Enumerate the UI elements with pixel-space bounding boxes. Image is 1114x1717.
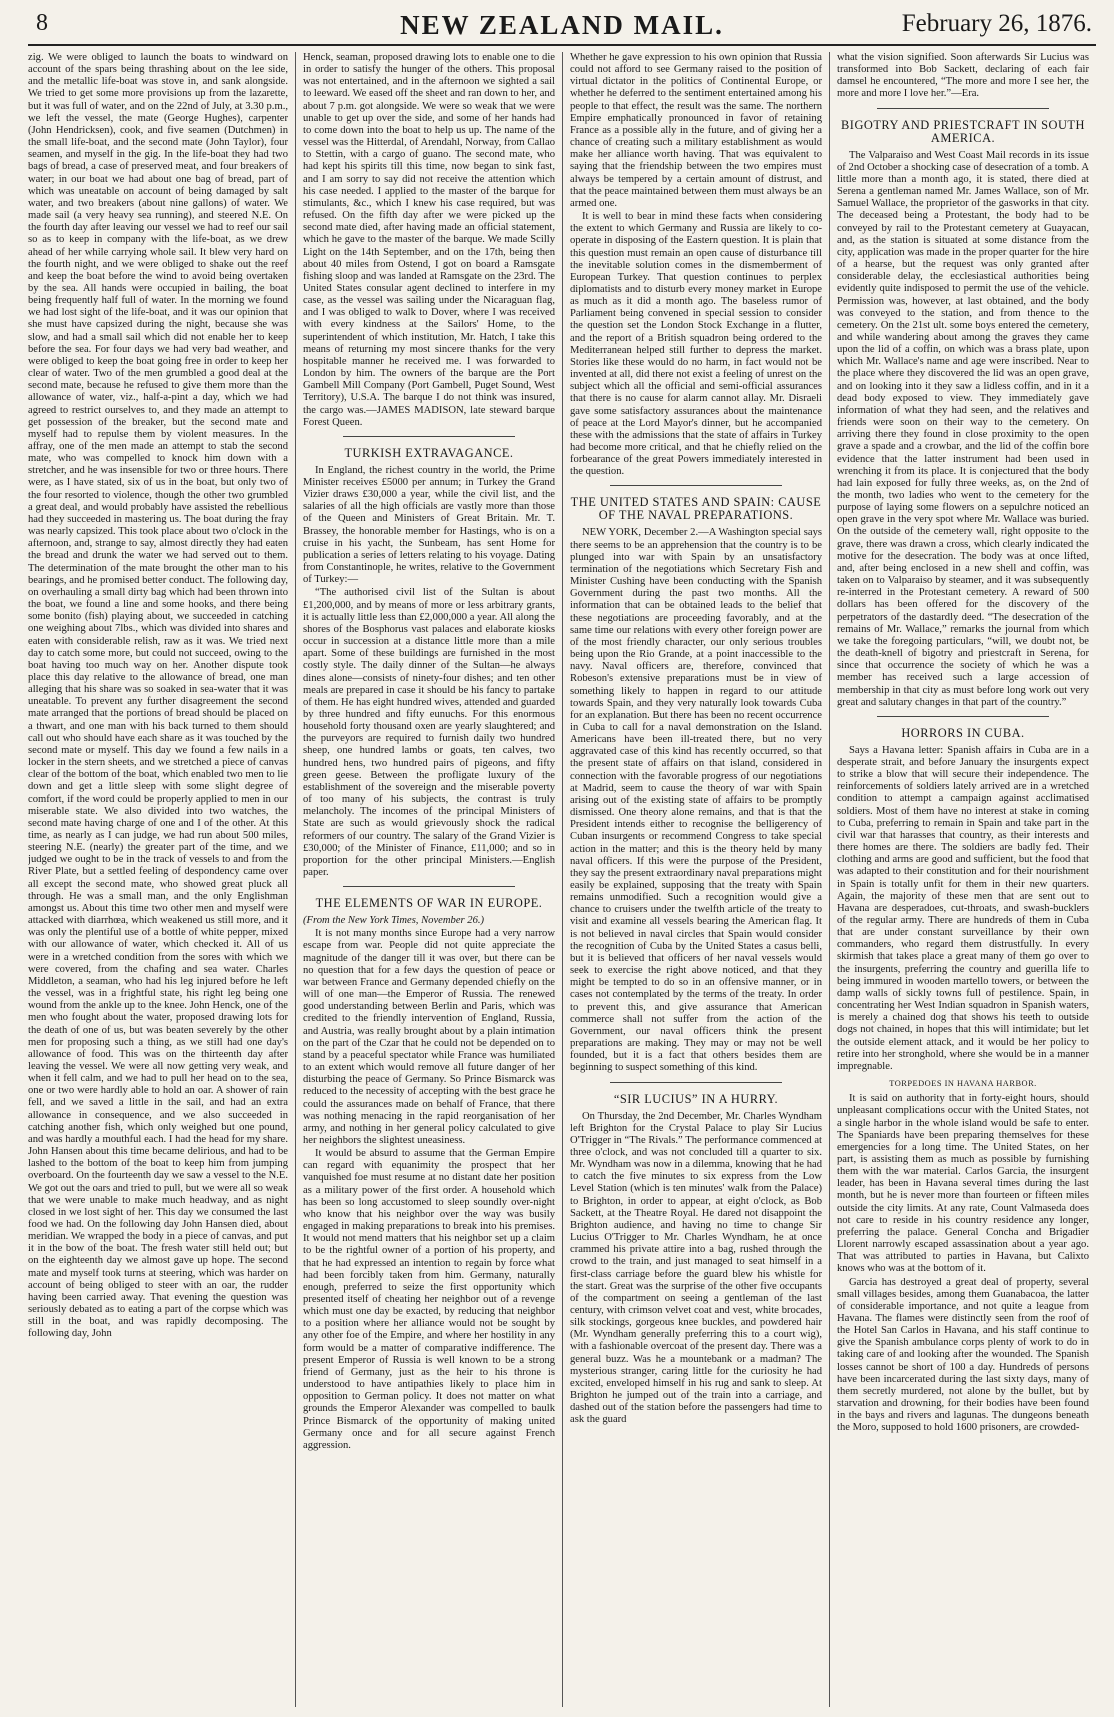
headline-horrors-in-cuba: HORRORS IN CUBA. xyxy=(901,725,1025,740)
bigotry-paragraph: The Valparaiso and West Coast Mail records in its issue of 2nd October a shocking case of desecration of a tomb. A little more than a month ago, it is stated, there died at Serena a gentleman named Mr. James Wallace, son of Mr. Samuel Wallace, the proprietor of the gasworks in that city. The deceased being a Protestant, the body had to be conveyed by rail to the Protestant cemetery at Guayacan, and, as the station is situated at some distance from the city, application was made in the proper quarter for the hire of a hearse, but the request was only granted after considerable delay, the ecclesiastical authorities being evidently quite indisposed to permit the use of the vehicle. Permission was, however, at last obtained, and the body was conveyed to the station, and from thence to the cemetery. On the 21st ult. some boys entered the cemetery, and while wandering about among the graves they came upon the lid of a coffin, on which was a brass plate, upon which Mr. Wallace's name and age were inscribed. Near to the place where they discovered the lid was an open grave, and on looking into it they saw a lidless coffin, and in it a dead body exposed to view. They immediately gave information of what they had seen, and the relatives and friends were soon on their way to the cemetery. On arriving there they found in close proximity to the open grave a spade and a crowbar, and the lid of the coffin bore evidence that the latter instrument had been used in wrenching it from its place. It is conjectured that the body had lain exposed for fully three weeks, as, on the 2nd of the month, two ladies who went to the cemetery for the purpose of laying some flowers on a sepulchre noticed an open grave in the very spot where Mr. Wallace was buried. On the outside of the cemetery wall, right opposite to the grave, there was drawn a cross, which clearly indicated the motive for the desecration. The body was at once lifted, and, after being enclosed in a new shell and coffin, was taken on to Valparaiso by steamer, and it was subsequently re-interred in the Protestant cemetery. A reward of 500 dollars has been offered for the discovery of the perpetrators of the dastardly deed. “The desecration of the remains of Mr. Wallace,” remarks the journal from which we take the foregoing particulars, “will, we doubt not, be the death-knell of bigotry and priestcraft in Serena, for since that occurrence the society of which he was a member has received such a large accession of membership in that city as must before long work out very great and salutary changes in that part of the country.” xyxy=(837,149,1089,708)
article-columns xyxy=(28,52,1096,1707)
torpedoes-paragraph: It is said on authority that in forty-eight hours, should unpleasant complications occur with the United States, not a single harbor in the whole island would be safe to enter. The Spaniards have been preparing themselves for these emergencies for a long time. The United States, on her part, is assisting them as much as possible by furnishing them with the war material. Carlos Garcia, the insurgent leader, has been in Havana several times during the last month, but he is never more than fourteen or fifteen miles outside the city limits. At any rate, Count Valmaseda does not care to reside in his country residence any longer, preferring the palace. General Concha and Brigadier Llorent narrowly escaped assassination about a year ago. That was attributed to parties in Havana, but Calixto knows who was at the bottom of it. xyxy=(837,1093,1089,1275)
column-3 xyxy=(562,52,829,1707)
masthead xyxy=(28,0,1096,46)
sir-lucius-conclusion: what the vision signified. Soon afterwards Sir Lucius was transformed into Bob Sackett, declaring of each fair damsel he encountered, “The more and more I see her, the more and more I love her.”—Era. xyxy=(837,52,1089,100)
paper-title: NEW ZEALAND MAIL. xyxy=(400,10,724,40)
section-divider xyxy=(343,886,515,887)
turkish-paragraph: In England, the richest country in the world, the Prime Minister receives £5000 per annum; in Turkey the Grand Vizier draws £30,000 a year, while the civil list, and the salaries of all the high officials are vastly more than those of the Queen and Ministers of Great Britain. Mr. T. Brassey, the honorable member for Hastings, who is on a cruise in his yacht, the Sunbeam, has sent Home for publication a series of letters relating to his voyage. Dating from Constantinople, he writes, relative to the Government of Turkey:— xyxy=(303,464,555,586)
section-divider xyxy=(610,1082,782,1083)
shipwreck-narrative-paragraph: zig. We were obliged to launch the boats to windward on account of the spars being thrashing about on the lee side, and the metallic life-boat was stove in, and sank alongside. We tried to get some more provisions up from the lazarette, but it was full of water, and on the 22nd of July, at 3.30 p.m., we left the vessel, the mate (George Hughes), carpenter (John Hendricksen), cook, and five seamen (Dutchmen) in the small life-boat, and the second mate (John Taylor), four seamen, and myself in the gig. In the life-boat they had two bags of bread, a case of preserved meat, and four breakers of water; in our boat we had about one bag of bread, part of which was uneatable on account of being damaged by salt water, and two breakers (about nine gallons) of water. We made sail (a very heavy sea running), and steered N.E. On the fourth day after leaving our vessel we had to reef our sail so as to keep in company with the life-boat, as we drew ahead of her while carrying whole sail. It blew very hard on the fourth night, and we were obliged to shake out the reef and keep the boat before the wind to avoid being overtaken by the sea. All hands were occupied in bailing, the boat being frequently half full of water. In the morning we found we had lost sight of the life-boat, and it was our opinion that she must have capsized during the night, because she was slow, and had a small sail which did not enable her to keep before the sea. For four days we had very bad weather, and were obliged to keep the boat going free in order to keep her clear of water. Two of the men grumbled a good deal at the second mate, because he refused to give them more than the allowance of water, viz., half-a-pint a day, which we had agreed to restrict ourselves to, and they made an attempt to get possession of the breaker, but the second mate and myself had to repulse them by violent measures. In the affray, one of the men made an attempt to stab the second mate, who was compelled to knock him down with a stretcher, and he was insensible for two or three hours. There were, as I have stated, six of us in the boat, but only two of the four resorted to violence, though the other two grumbled a great deal, and would probably have assisted the rebellious had they succeeded in mastering us. The boat during the fray was nearly capsized. This took place about two o'clock in the afternoon, and, strange to say, almost directly they had eaten the bread and drunk the water we had served out to them. The determination of the mate brought the other man to his bearings, and he promised better conduct. The following day, on overhauling a small dirty bag which had been thrown into the boat, we found a line and some hooks, and there being some bonito (fish) playing about, we succeeded in catching one weighing about 7lbs., which was divided into shares and eaten with considerable relish, raw as it was. We tried next day to catch some more, but could not succeed, owing to the boat having too much way on her. Another dispute took place this day relative to the allowance of bread, one man alleging that his share was so soaked in sea-water that it was uneatable. To prevent any further disagreement the second mate arranged that the portions of bread should be placed on a thwart, and one man with his back turned to them should call out who should have each share as it was touched by the second mate or myself. This day we found a few nails in a locker in the stern sheets, and we stretched a piece of canvas clear of the bottom of the boat, which enabled two men to lie down and get a little sleep with some slight degree of comfort, if the word could be properly applied to men in our miserable state. We also divided into two watches, the second mate having charge of one and I of the other. At this time, as nearly as I can judge, we had run about 500 miles, steering N.E. (nearly) the greater part of the time, and we judged we ought to be in the track of vessels to and from the River Plate, but a settled feeling of despondency came over all except the second mate, who showed great pluck all through. He was a small man, and the only Englishman amongst us. About this time two other men and myself were attacked with diarrhœa, which weakened us still more, and it was only the plentiful use of a bottle of white pepper, mixed with our allowance of water, which checked it. All of us were in a wretched condition from the sores with which we were covered, from the chafing and sea water. Charles Middleton, a seaman, who had his leg injured before he left the vessel, was in a frightful state, his right leg being one wound from the ankle up to the knee. John Henck, one of the men who fought about the water, proposed drawing lots for the death of one of us, but was beaten severely by the other men for proposing such a thing, as we still had one day's allowance of food. This was on the thirteenth day after leaving the vessel. We were all now getting very weak, and when it fell calm, and we had to pull her head on to the sea, one or two were hardly able to hold an oar. A shower of rain fell, and we saved a little in the sail, and had an extra allowance in consequence, and we also succeeded in catching another fish, which only weighed but one pound, and was hardly a mouthful each. I had the head for my share. John Hansen about this time became delirious, and had to be lashed to the bottom of the boat to keep him from jumping overboard. On the fourteenth day we saw a vessel to the N.E. We got out the oars and tried to pull, but we were all so weak that we were unable to make much headway, and as night closed in we lost sight of her. This day we consumed the last food we had. On the following day John Hansen died, about meridian. We wrapped the body in a piece of canvas, and put it in the bow of the boat. The fresh water still held out; but on the eighteenth day we almost gave up hope. The second mate and myself took turns at steering, which was harder on account of being obliged to steer with an oar, the rudder having been carried away. That evening the question was seriously debated as to eating a part of the corpse which was still in the boat, and was rapidly decomposing. The following day, John xyxy=(28,52,288,1340)
elements-paragraph: It is not many months since Europe had a very narrow escape from war. People did not quite appreciate the magnitude of the danger till it was over, but there can be no question that for a few days the question of peace or war between France and Germany depended chiefly on the will of one man—the Emperor of Russia. The renewed good understanding between Berlin and Paris, which was credited to the friendly intervention of England, Russia, and Austria, was really brought about by a plain intimation on the part of the Czar that he could not be depended on to stand by a peaceful spectator while France was humiliated to an extent which would remove all future danger of her disturbing the peace of Germany. So Prince Bismarck was reduced to the necessity of accepting with the best grace he could the assurances made on behalf of France, that there was nothing menacing in the rapid reorganisation of her army, and nothing in her general policy calculated to give her neighbors the slightest uneasiness. xyxy=(303,928,555,1146)
us-spain-paragraph: NEW YORK, December 2.—A Washington special says there seems to be an apprehension that the country is to be plunged into war with Spain by an unsatisfactory termination of the negotiations which Secretary Fish and Minister Cushing have been conducting with the Spanish Government during the past two months. All the information that can be obtained leads to the belief that these negotiations are proceeding favorably, and at the same time our relations with every other foreign power are of the most friendly character, our only serious troubles being upon the Rio Grande, at a point inaccessible to the navy. Naval officers are, therefore, convinced that Robeson's extensive preparations must be in view of something likely to happen in regard to our attitude towards Spain, and they very naturally look towards Cuba for an explanation. But there has been no recent occurrence in Cuba to call for a naval demonstration on the Island. Americans have been ill-treated there, but no very aggravated case of this kind has recently occurred, so that the present state of affairs on that island, considered in connection with the favorable progress of our negotiations at Madrid, seem to cause the theory of war with Spain arising out of the existing state of affairs to be promptly dismissed. One theory alone remains, and that is that the President intends either to recognise the belligerency of Cuban insurgents or recommend Congress to take special action in the matter; and this is the theory held by many naval officers. If this were the purpose of the President, they say the present extraordinary naval preparations might easily be explained, supposing that the treaty with Spain remains unmodified. Such a recognition would give a chance to cruisers under the twelfth article of the treaty to visit and examine all vessels bearing the American flag. It is not believed in naval circles that Spain would consider the recognition of Cuba by the United States a casus belli, but it is believed that officers of her naval vessels would seek to exercise the right above noticed, and that they might be tempted to do so in an offensive manner, or in cases not contemplated by the terms of the treaty. In order to prevent this, and give assurance that American commerce shall not suffer from the action of the Government, our naval officers think the present preparations are making. They may or may not be well founded, but it is a fact that others besides them are beginning to suspect something of this kind. xyxy=(570,527,822,1074)
section-divider xyxy=(610,485,782,486)
headline-us-and-spain: THE UNITED STATES AND SPAIN: CAUSE OF THE NAVAL PREPARATIONS. xyxy=(570,495,822,523)
sir-lucius-paragraph: On Thursday, the 2nd December, Mr. Charles Wyndham left Brighton for the Crystal Palace to play Sir Lucius O'Trigger in “The Rivals.” The performance commenced at three o'clock, and was not concluded till a quarter to six. Mr. Wyndham was now in a dilemma, knowing that he had to catch the five minutes to six express from the Low Level Station (which is ten minutes' walk from the Palace) to Brighton, in order to appear, at eight o'clock, as Bob Sackett, at the Theatre Royal. He dared not disappoint the Brighton audience, and having no time to change Sir Lucius O'Trigger to Mr. Charles Wyndham, he at once crammed his private attire into a bag, rushed through the crowd to the train, and just managed to seat himself in a first-class carriage before the guard blew his whistle for the start. Great was the surprise of the other five occupants of the compartment on seeing a gentleman of the last century, with crimson velvet coat and vest, white brocades, silk stockings, gorgeous knee buckles, and powdered hair (Mr. Wyndham generally preferring this to a court wig), with a fashionable overcoat of the present day. There was a general buzz. Was he a mountebank or a madman? The mysterious stranger, caring little for the curiosity he had excited, enveloped himself in his rug and sank to sleep. At Brighton he jumped out of the train into a carriage, and dashed out of the station before the passengers had time to ask the guard xyxy=(570,1110,822,1426)
column-1 xyxy=(28,52,295,1707)
section-divider xyxy=(877,716,1049,717)
shipwreck-narrative-conclusion: Henck, seaman, proposed drawing lots to enable one to die in order to satisfy the hunger of the others. This proposal was not entertained, and in the afternoon we sighted a sail to leeward. We eased off the sheet and ran down to her, and about 7 p.m. got alongside. We were so weak that we were unable to get up over the side, and some of her hands had to come down into the boat to help us up. The name of the vessel was the Hitterdal, of Arendahl, Norway, from Callao to Stettin, with a cargo of guano. The second mate, who had kept his spirits till this time, now began to sink fast, and I am sorry to say did not receive the attention which his case needed. I applied to the master of the barque for stimulants, &c., which I knew his case required, but was refused. On the fifth day after we were picked up the second mate died, after having made an official statement, which he gave to the master of the barque. We made Scilly Light on the 14th September, and on the 17th, being then about 40 miles from Ostend, I got on board a Ramsgate fishing sloop and was landed at Ramsgate on the 23rd. The United States consular agent declined to interfere in my case, as the vessel was sailing under the Nicaraguan flag, and I was obliged to walk to Dover, where I was received with every kindness at the Sailors' Home, to the superintendent of which institution, Mr. Hatch, I take this means of returning my most sincere thanks for the very hospitable manner he received me. I was forwarded to London by him. The owners of the barque are the Port Gambell Mill Company (Port Gambell, Puget Sound, West Territory), U.S.A. The barque I do not think was insured, the cargo was.—JAMES MADISON, late steward barque Forest Queen. xyxy=(303,52,555,428)
headline-elements-of-war: THE ELEMENTS OF WAR IN EUROPE. xyxy=(315,896,543,911)
torpedoes-paragraph: Garcia has destroyed a great deal of property, several small villages besides, among them Guanabacoa, the latter of considerable importance, and not quite a league from Havana. The flames were distinctly seen from the roof of the Hotel San Carlos in Havana, and his staff continue to give the Spanish ambulance corps plenty of work to do in taking care of and looking after the wounded. The Spanish losses cannot be short of 100 a day. Hundreds of persons have been incarcerated during the last sixty days, many of them secretly murdered, not alone by the bullet, but by starvation and drowning, for their bodies have been found in the bays and rivers and lagunas. The dungeons beneath the Moro, supposed to hold 1600 prisoners, are crowded- xyxy=(837,1276,1089,1434)
subhead-torpedoes: TORPEDOES IN HAVANA HARBOR. xyxy=(889,1079,1037,1089)
column-2 xyxy=(295,52,562,1707)
page-number: 8 xyxy=(36,10,48,36)
turkish-paragraph: “The authorised civil list of the Sultan is about £1,200,000, and by means of more or less arbitrary grants, it is actually little less than £2,000,000 a year. All along the shores of the Bosphorus vast palaces and elaborate kiosks occur in succession at a distance little more than a mile apart. Some of these buildings are furnished in the most costly style. The daily dinner of the Sultan—he always dines alone—consists of ninety-four dishes; and ten other meals are prepared in case it should be his fancy to partake of them. He has eight hundred wives, attended and guarded by three hundred and fifty eunuchs. For this enormous household forty thousand oxen are yearly slaughtered; and the purveyors are required to furnish daily two hundred sheep, one hundred lambs or goats, ten calves, two hundred hens, two hundred pairs of pigeons, and fifty green geese. Between the profligate luxury of the establishment of the sovereign and the miserable poverty of too many of his subjects, the contrast is truly melancholy. The incomes of the principal Ministers of State are such as would grievously shock the radical reformers of our country. The salary of the Grand Vizier is £30,000; of the Minister of Finance, £11,000; and so in proportion for the other principal Ministers.—English paper. xyxy=(303,587,555,878)
section-divider xyxy=(877,108,1049,109)
headline-bigotry-priestcraft: BIGOTRY AND PRIESTCRAFT IN SOUTH AMERICA. xyxy=(841,117,1085,145)
elements-continuation-paragraph: It is well to bear in mind these facts when considering the extent to which Germany and Russia are likely to co-operate in disposing of the Eastern question. It is plain that this question must remain an open cause of disturbance till the inevitable solution comes in the dismemberment of European Turkey. That question continues to perplex diplomatists and to disturb every money market in Europe as much as it did a month ago. The baseless rumor of Parliament being convened in special session to consider the question set the London Stock Exchange in a flutter, and the report of a British squadron being ordered to the Mediterranean helped still further to depress the market. Stories like these would do no harm, in fact would not be invented at all, did there not exist a feeling of unrest on the subject which all the official and semi-official assurances that there is no cause for alarm cannot allay. Mr. Disraeli gave some satisfactory assurances about the maintenance of peace at the Lord Mayor's dinner, but he accompanied these with the admissions that the state of affairs in Turkey had become more critical, and that he chiefly relied on the forbearance of the great Powers immediately interested in the question. xyxy=(570,211,822,478)
section-divider xyxy=(343,436,515,437)
column-4 xyxy=(829,52,1096,1707)
horrors-paragraph: Says a Havana letter: Spanish affairs in Cuba are in a desperate strait, and before January the insurgents expect to strike a blow that will secure their independence. The reinforcements of soldiers lately arrived are in a wretched condition to attempt a campaign against acclimatised soldiers. Most of them have no interest at stake in coming to Cuba, preferring to remain in Spain and take part in the civil war that harasses that country, as their interests and there homes are there. The soldiers are badly fed. Their clothing and arms are good and sufficient, but the food that was adapted to their constitution and for their nourishment in Spain is totally unfit for them in their new quarters. Again, the majority of these men that are sent out to Havana are desperadoes, cut-throats, and swash-bucklers of the regular army. There are hundreds of them in Cuba that are under constant surveillance by their own commanders, who regard them distrustfully. In every skirmish that takes place a great many of them go over to the insurgents, preferring the country and guerilla life to being immured in wooden martello towers, or between the damp walls of sickly towns full of pestilence. Spain, in concentrating her West Indian squadron in Spanish waters, is merely a chained dog that shows his teeth to outside dogs not chained, in hopes that this will intimidate; but let the outside element attack, and it would be her policy to retire into her stronghold, where she would be in a manner impregnable. xyxy=(837,744,1089,1072)
headline-sir-lucius: “SIR LUCIUS” IN A HURRY. xyxy=(613,1091,779,1106)
elements-byline: (From the New York Times, November 26.) xyxy=(303,915,485,927)
elements-continuation-paragraph: Whether he gave expression to his own opinion that Russia could not afford to see Germany raised to the position of virtual dictator in the politics of Continental Europe, or whether he deferred to the sentiment entertained among his people to that effect, the result was the same. The northern Empire emphatically pronounced in favor of retaining France as a possible ally in the future, and of giving her a chance of creating such a military establishment as would make her alliance worth having. That was equivalent to saying that the friendship between the two empires must always be tempered by a certain amount of distrust, and that the peace maintained between them must always be an armed one. xyxy=(570,52,822,209)
headline-turkish-extravagance: TURKISH EXTRAVAGANCE. xyxy=(344,445,514,460)
elements-paragraph: It would be absurd to assume that the German Empire can regard with equanimity the prospect that her vanquished foe must resume at no distant date her position as a military power of the first order. A household which has been so long accustomed to sleep soundly over-night who know that his neighbor over the way was busily engaged in making preparations to break into his premises. It would not mend matters that his neighbor set up a claim to be the rightful owner of a portion of his property, and that he had expressed an intention to regain by force what had been forcibly taken from him. Germany, naturally enough, preferred to seize the first opportunity which presented itself of cheating her neighbor out of a revenge which must one day be exacted, by reducing that neighbor to a position where her alliance would not be sought by any other foe of the Empire, and where her hostility in any form would be a matter of comparative indifference. The present Emperor of Russia is well known to be a strong friend of Germany, just as the heir to his throne is understood to have antipathies likely to place him in opposition to German policy. It does not matter on what grounds the Emperor Alexander was compelled to baulk Prince Bismarck of the opportunity of making united Germany once and for all secure against French aggression. xyxy=(303,1148,555,1451)
issue-date: February 26, 1876. xyxy=(901,10,1092,37)
